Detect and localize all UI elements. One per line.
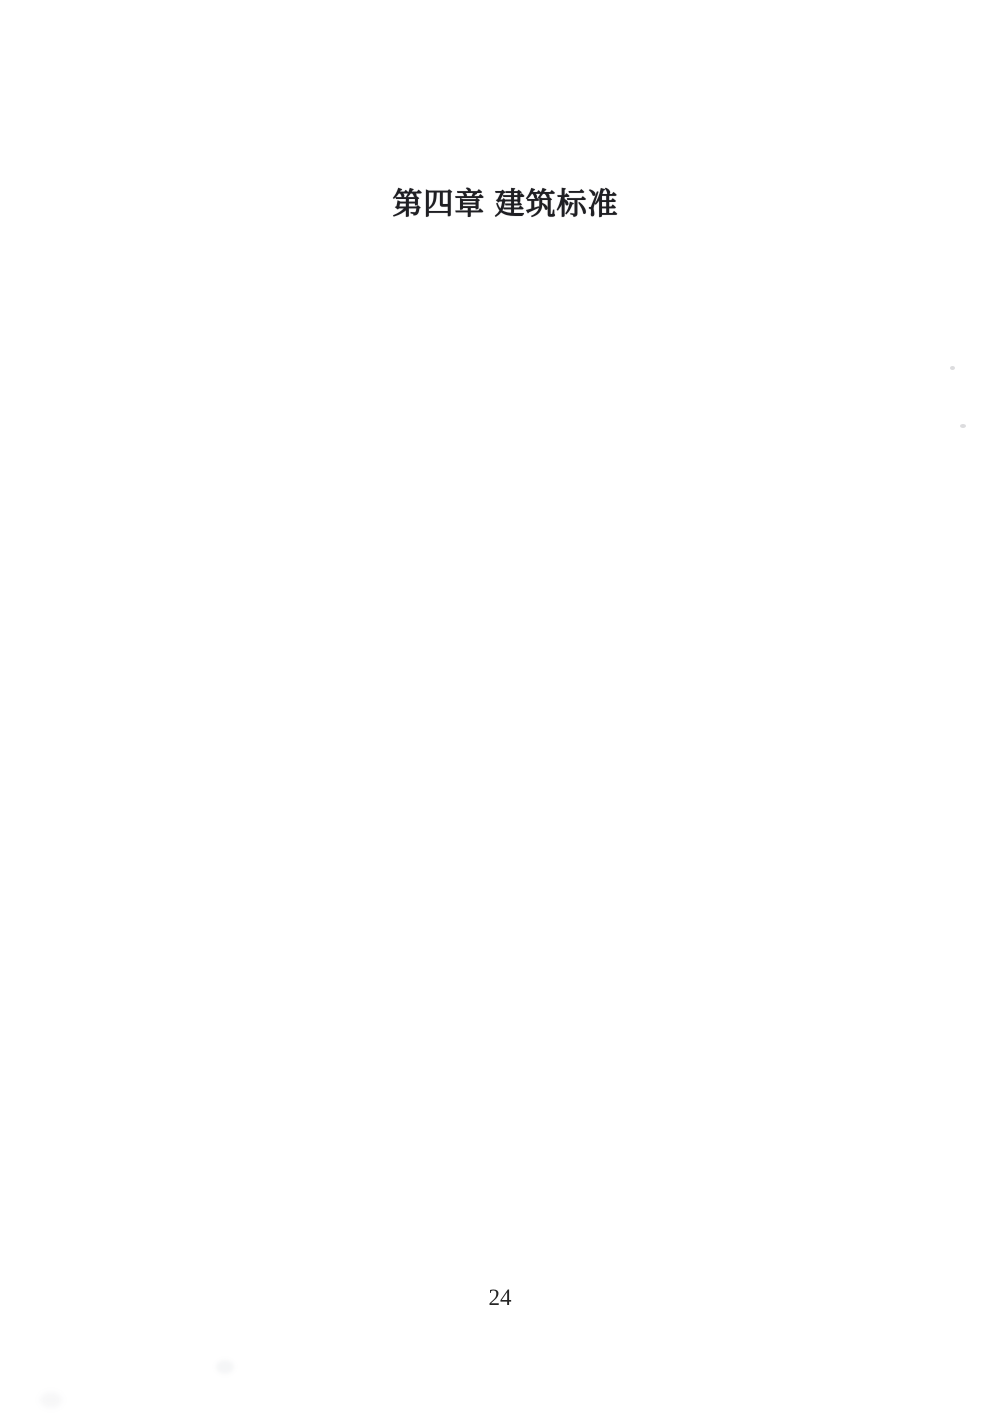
chapter-heading: 第四章 建筑标准 [392,188,619,221]
document-body [137,181,874,243]
scan-speckle [960,424,966,428]
page-footer [0,1283,1000,1313]
page-number: 24 [488,1285,512,1310]
scan-speckle [216,1360,234,1374]
scan-speckle [40,1392,62,1408]
scan-speckle [950,366,955,370]
